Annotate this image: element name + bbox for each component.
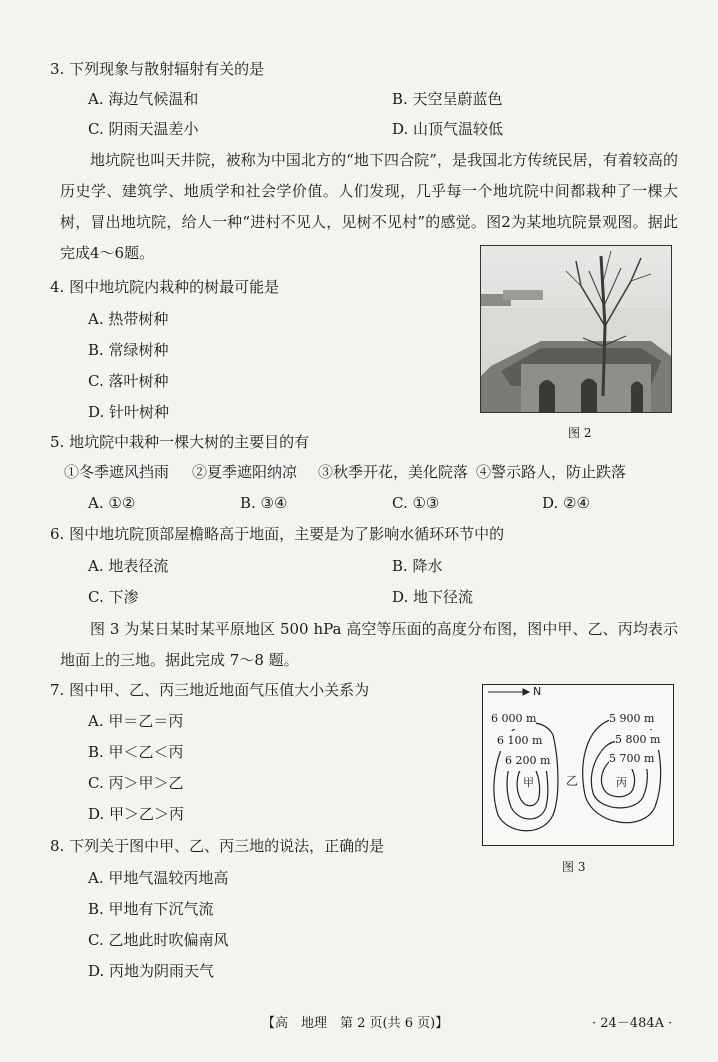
figure-3-caption: 图 3 [562, 860, 586, 874]
q6-option-b: B. 降水 [392, 557, 443, 575]
label-5700: 5 700 m [609, 749, 654, 769]
label-6000: 6 000 m [491, 709, 536, 729]
q7-option-c: C. 丙＞甲＞乙 [88, 774, 184, 792]
label-6200: 6 200 m [505, 751, 550, 771]
q5-item-2: ②夏季遮阳纳凉 [192, 463, 298, 481]
label-6100: 6 100 m [497, 731, 542, 751]
north-label: N [533, 685, 542, 698]
q5-option-a: A. ①② [88, 494, 136, 512]
passage-fig3: 图 3 为某日某时某平原地区 500 hPa 高空等压面的高度分布图，图中甲、乙、丙均表示地面上的三地。据此完成 7～8 题。 [60, 620, 678, 669]
place-yi: 乙 [566, 774, 579, 788]
q5-option-d: D. ②④ [542, 494, 590, 512]
q7-option-b: B. 甲＜乙＜丙 [88, 743, 184, 761]
q5-item-3: ③秋季开花，美化院落 [318, 463, 469, 481]
q7-option-d: D. 甲＞乙＞丙 [88, 805, 185, 823]
q4-option-b: B. 常绿树种 [88, 341, 169, 359]
q3-option-d: D. 山顶气温较低 [392, 120, 504, 138]
figure-2-photo [480, 245, 672, 413]
q5-stem: 5. 地坑院中栽种一棵大树的主要目的有 [50, 433, 310, 451]
place-jia: 甲 [523, 776, 534, 789]
q8-stem: 8. 下列关于图中甲、乙、丙三地的说法，正确的是 [50, 837, 385, 855]
q4-option-d: D. 针叶树种 [88, 403, 170, 421]
q3-stem: 3. 下列现象与散射辐射有关的是 [50, 60, 265, 78]
q4-stem: 4. 图中地坑院内栽种的树最可能是 [50, 278, 280, 296]
north-arrow [488, 689, 529, 695]
figure-2-caption: 图 2 [568, 426, 592, 440]
q3-option-c: C. 阴雨天温差小 [88, 120, 199, 138]
q6-option-a: A. 地表径流 [88, 557, 169, 575]
q3-option-b: B. 天空呈蔚蓝色 [392, 90, 503, 108]
q6-option-c: C. 下渗 [88, 588, 139, 606]
q4-option-a: A. 热带树种 [88, 310, 169, 328]
q5-item-4: ④警示路人，防止跌落 [476, 463, 627, 481]
q5-option-b: B. ③④ [240, 494, 288, 512]
page-footer-center: 【高 地理 第 2 页(共 6 页)】 [262, 1016, 449, 1031]
q3-option-a: A. 海边气候温和 [88, 90, 199, 108]
place-bing: 丙 [616, 776, 627, 789]
q8-option-c: C. 乙地此时吹偏南风 [88, 931, 229, 949]
label-5800: 5 800 m [615, 730, 660, 750]
q6-option-d: D. 地下径流 [392, 588, 474, 606]
q6-stem: 6. 图中地坑院顶部屋檐略高于地面，主要是为了影响水循环环节中的 [50, 525, 505, 543]
passage-dikengyuan: 地坑院也叫天井院，被称为中国北方的“地下四合院”，是我国北方传统民居，有着较高的历史学、建筑学、地质学和社会学价值。人们发现，几乎每一个地坑院中间都栽种了一棵大树，冒出地坑院，给人一种“进村不见人，见树不见村”的感觉。图2为某地坑院景观图。据此完成4～6题。 [60, 151, 678, 262]
figure-3-map [482, 684, 674, 846]
q8-option-a: A. 甲地气温较丙地高 [88, 869, 229, 887]
page-footer-code: · 24－484A · [592, 1016, 673, 1031]
q5-option-c: C. ①③ [392, 494, 440, 512]
label-5900: 5 900 m [609, 709, 654, 729]
q7-stem: 7. 图中甲、乙、丙三地近地面气压值大小关系为 [50, 681, 370, 699]
q8-option-b: B. 甲地有下沉气流 [88, 900, 214, 918]
q7-option-a: A. 甲＝乙＝丙 [88, 712, 184, 730]
q4-option-c: C. 落叶树种 [88, 372, 169, 390]
q8-option-d: D. 丙地为阴雨天气 [88, 962, 215, 980]
q5-item-1: ①冬季遮风挡雨 [64, 463, 170, 481]
